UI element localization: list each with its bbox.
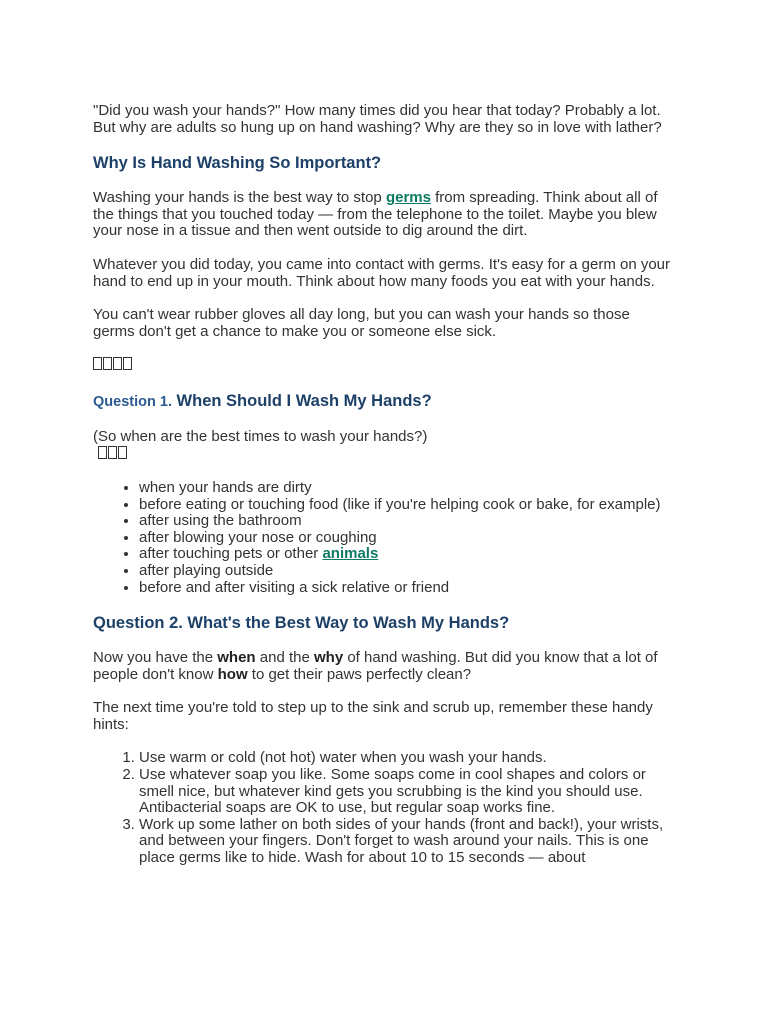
gloves-paragraph: You can't wear rubber gloves all day long, but you can wash your hands so those germs don't get a chance to make you or someone else sick.	[93, 306, 630, 340]
intro-paragraph: "Did you wash your hands?" How many times did you hear that today? Probably a lot. But why are adults so hung up on hand washing? Why are they so in love with lather?	[93, 102, 662, 136]
heading-why-important: Why Is Hand Washing So Important?	[93, 154, 382, 173]
document-page	[93, 103, 675, 884]
contact-paragraph: Whatever you did today, you came into contact with germs. It's easy for a germ on your hand to end up in your mouth. Think about how many foods you eat with your hands.	[93, 255, 671, 290]
germs-link[interactable]: germs	[385, 189, 431, 207]
when-bold: when	[217, 649, 256, 667]
list-item: • after playing outside	[139, 563, 675, 580]
list-item: • before eating or touching food (like if you're helping cook or bake, for example)	[139, 497, 675, 514]
missing-glyph-boxes-2	[93, 446, 675, 463]
step-item: 2. Use whatever soap you like. Some soaps come in cool shapes and colors or smell nice, but whatever kind gets you scrubbing is the kind you should use. Antibacterial soaps are OK to use, but regular soap works fine.	[139, 767, 675, 817]
why-bold: why	[313, 649, 344, 667]
step-item: 3. Work up some lather on both sides of your hands (front and back!), your wrists, and between your fingers. Don't forget to wash around your nails. This is one place germs like to hide. Wash for about 10 to 15 seconds — about	[139, 817, 675, 867]
list-item: • before and after visiting a sick relative or friend	[139, 580, 675, 597]
missing-glyph-boxes	[93, 357, 675, 374]
how-text-b: and the	[255, 649, 314, 667]
missing-glyph-icon	[98, 446, 107, 459]
hints-paragraph: The next time you're told to step up to the sink and scrub up, remember these handy hints:	[93, 699, 653, 733]
question-1-title: When Should I Wash My Hands?	[171, 392, 432, 411]
list-item	[139, 546, 675, 563]
question-1-label: Question 1	[93, 394, 168, 411]
how-text-c: of hand washing. But did you know that a lot of people don't know	[93, 649, 658, 683]
question-1-dot: .	[167, 394, 172, 411]
question-1-subtitle: (So when are the best times to wash your hands?)	[93, 428, 428, 446]
list-item: • when your hands are dirty	[139, 480, 675, 497]
germs-paragraph-text-a: Washing your hands is the best way to stop	[93, 189, 386, 207]
germs-paragraph-text-b: from spreading. Think about all of the things that you touched today — from the telephone to the toilet. Maybe you blew your nose in a tissue and then went outside to dig around the dirt.	[93, 189, 658, 240]
step-item: 1. Use warm or cold (not hot) water when you wash your hands.	[139, 750, 675, 767]
missing-glyph-icon	[103, 357, 112, 370]
germs-paragraph	[93, 190, 675, 240]
animals-link[interactable]: animals	[322, 545, 379, 563]
how-paragraph	[93, 650, 675, 683]
missing-glyph-icon	[118, 446, 127, 459]
list-item-text: after touching pets or other	[139, 545, 323, 563]
list-item: • after using the bathroom	[139, 513, 675, 530]
missing-glyph-icon	[113, 357, 122, 370]
wash-steps-list	[93, 750, 675, 866]
how-text-d: to get their paws perfectly clean?	[247, 665, 472, 683]
when-to-wash-list	[93, 480, 675, 596]
how-bold: how	[217, 665, 248, 683]
missing-glyph-icon	[93, 357, 102, 370]
list-item: • after blowing your nose or coughing	[139, 530, 675, 547]
missing-glyph-icon	[123, 357, 132, 370]
missing-glyph-icon	[108, 446, 117, 459]
heading-question-1	[93, 391, 675, 412]
heading-question-2: Question 2. What's the Best Way to Wash My Hands?	[93, 614, 510, 633]
how-text-a: Now you have the	[93, 649, 218, 667]
